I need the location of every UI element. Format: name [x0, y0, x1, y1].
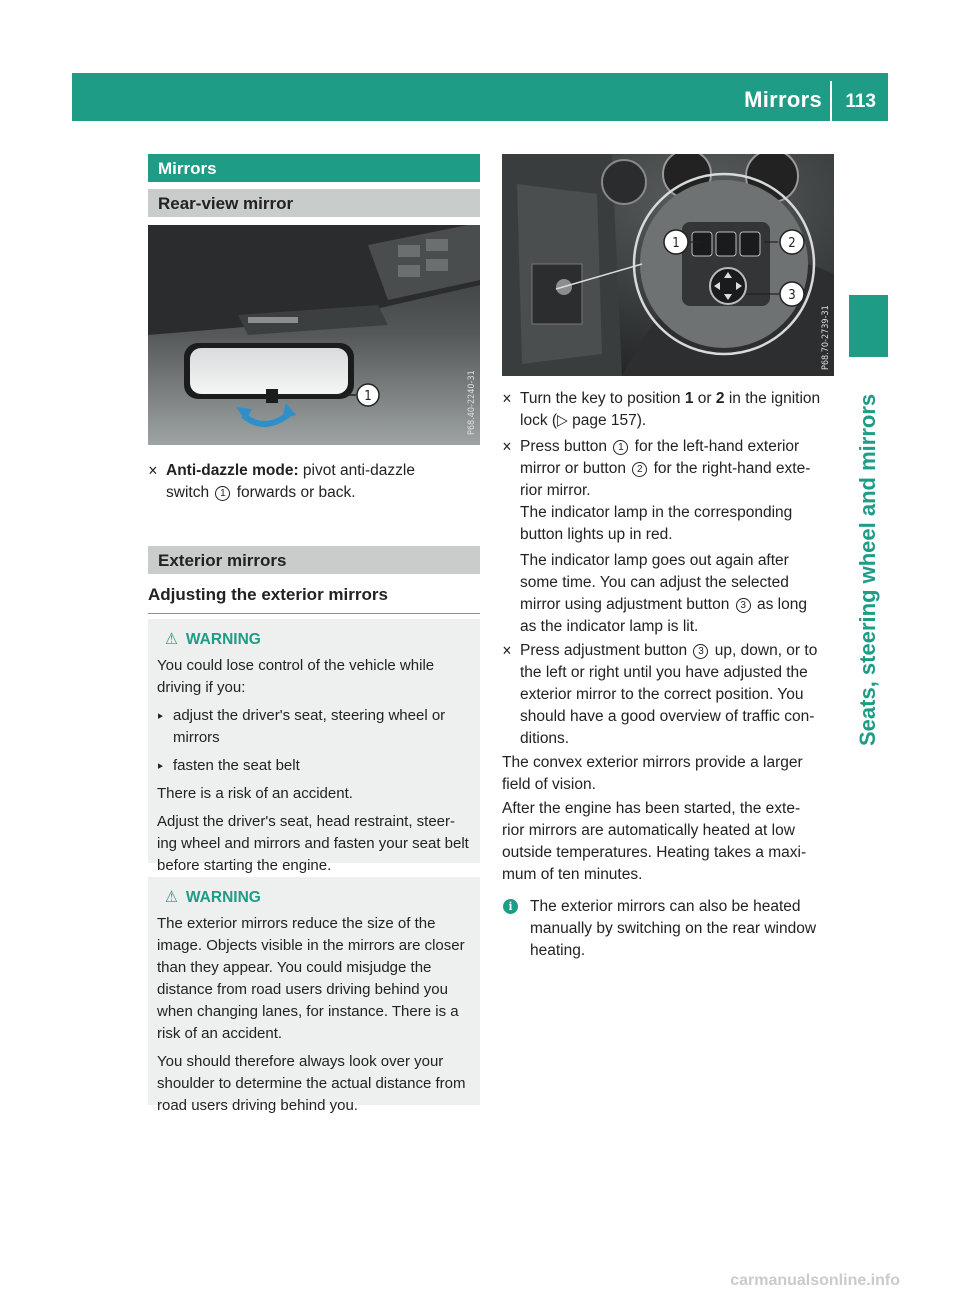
callout-3-icon: 3: [736, 598, 751, 613]
warning-bullet: ▸ fasten the seat belt: [157, 755, 472, 777]
page-number: 113: [845, 91, 876, 112]
warning-heading: ⚠ WARNING: [165, 889, 261, 906]
watermark: carmanualsonline.info: [730, 1272, 900, 1289]
callout-3-icon: 3: [693, 644, 708, 659]
info-note: The exterior mirrors can also be heated manually by switching on the rear window heating.: [530, 898, 817, 959]
step-arrow-icon: ✕: [148, 463, 158, 478]
header-title: Mirrors: [744, 87, 822, 112]
svg-text:P68.70-2739-31: P68.70-2739-31: [821, 305, 831, 370]
chapter-title: Seats, steering wheel and mirrors: [855, 393, 880, 746]
anti-dazzle-step: Anti-dazzle mode: pivot anti-dazzle switch 1 forwards or back.: [166, 462, 415, 501]
warning-triangle-icon: ⚠: [165, 631, 178, 648]
callout-1-icon: 1: [613, 440, 628, 455]
rear-view-mirror-photo: [148, 225, 480, 445]
step-arrow-icon: ✕: [502, 439, 512, 454]
convex-mirrors-paragraph: The convex exterior mirrors provide a larger field of vision.: [502, 754, 803, 793]
warning-box-mirror-distance: ⚠ WARNING The exterior mirrors reduce the size of the image. Objects visible in the mirrors are closer than they appear. You could misjudge the distance from road users driving behind you when changing lanes, for instance. There is a risk of an accident. You should therefore always look over your shoulder to determine the actual distance from road users driving behind you.: [148, 877, 480, 1105]
warning-bullet: ▸ adjust the driver's seat, steering wheel or mirrors: [157, 705, 472, 749]
step-arrow-icon: ✕: [502, 643, 512, 658]
svg-text:3: 3: [788, 288, 796, 303]
photo-code: P68.40-2240-31: [467, 370, 477, 435]
callout-1-icon: 1: [215, 486, 230, 501]
page-header: [72, 73, 888, 121]
subsection-rear-view-mirror: Rear-view mirror: [148, 189, 480, 217]
section-title-mirrors: Mirrors: [148, 154, 480, 182]
warning-heading: ⚠ WARNING: [165, 631, 261, 648]
warning-triangle-icon: ⚠: [165, 889, 178, 906]
press-button-step: Press button 1 for the left-hand exterior mirror or button 2 for the right-hand exte- rior mirror. The indicator lamp in the corresponding button lights up in red. The indicator lamp goes out again after some time. You can adjust the selected mirror using adjustment button 3 as long as the indicator lamp is lit.: [520, 438, 811, 635]
heated-mirrors-paragraph: After the engine has been started, the exte- rior mirrors are automatically heated at low outside temperatures. Heating takes a maxi- mum of ten minutes.: [502, 800, 807, 883]
svg-text:1: 1: [364, 389, 372, 404]
subsection-exterior-mirrors: Exterior mirrors: [148, 546, 480, 574]
door-control-panel-photo: [502, 154, 834, 376]
heading-adjusting-exterior-mirrors: Adjusting the exterior mirrors: [148, 585, 480, 614]
triangle-right-icon: ▷: [557, 412, 568, 429]
header-divider: [830, 81, 832, 121]
warning-box-control: ⚠ WARNING You could lose control of the vehicle while driving if you: ▸ adjust the driver's seat, steering wheel or mirrors ▸ fasten the seat belt There is a risk of an accident. Adjust the driver's seat, head restraint, steer-ing wheel and mirrors and fasten your seat belt before starting the engine.: [148, 619, 480, 863]
callout-2-icon: 2: [632, 462, 647, 477]
info-icon: i: [503, 899, 518, 914]
step-arrow-icon: ✕: [502, 391, 512, 406]
svg-text:1: 1: [672, 236, 680, 251]
chapter-tab: [849, 295, 888, 357]
svg-text:2: 2: [788, 236, 796, 251]
adjust-mirror-step: Press adjustment button 3 up, down, or to the left or right until you have adjusted the exterior mirror to the correct position. You should have a good overview of traffic con- ditions.: [520, 642, 818, 747]
turn-key-step: Turn the key to position 1 or 2 in the ignition lock (▷ page 157).: [520, 390, 821, 429]
